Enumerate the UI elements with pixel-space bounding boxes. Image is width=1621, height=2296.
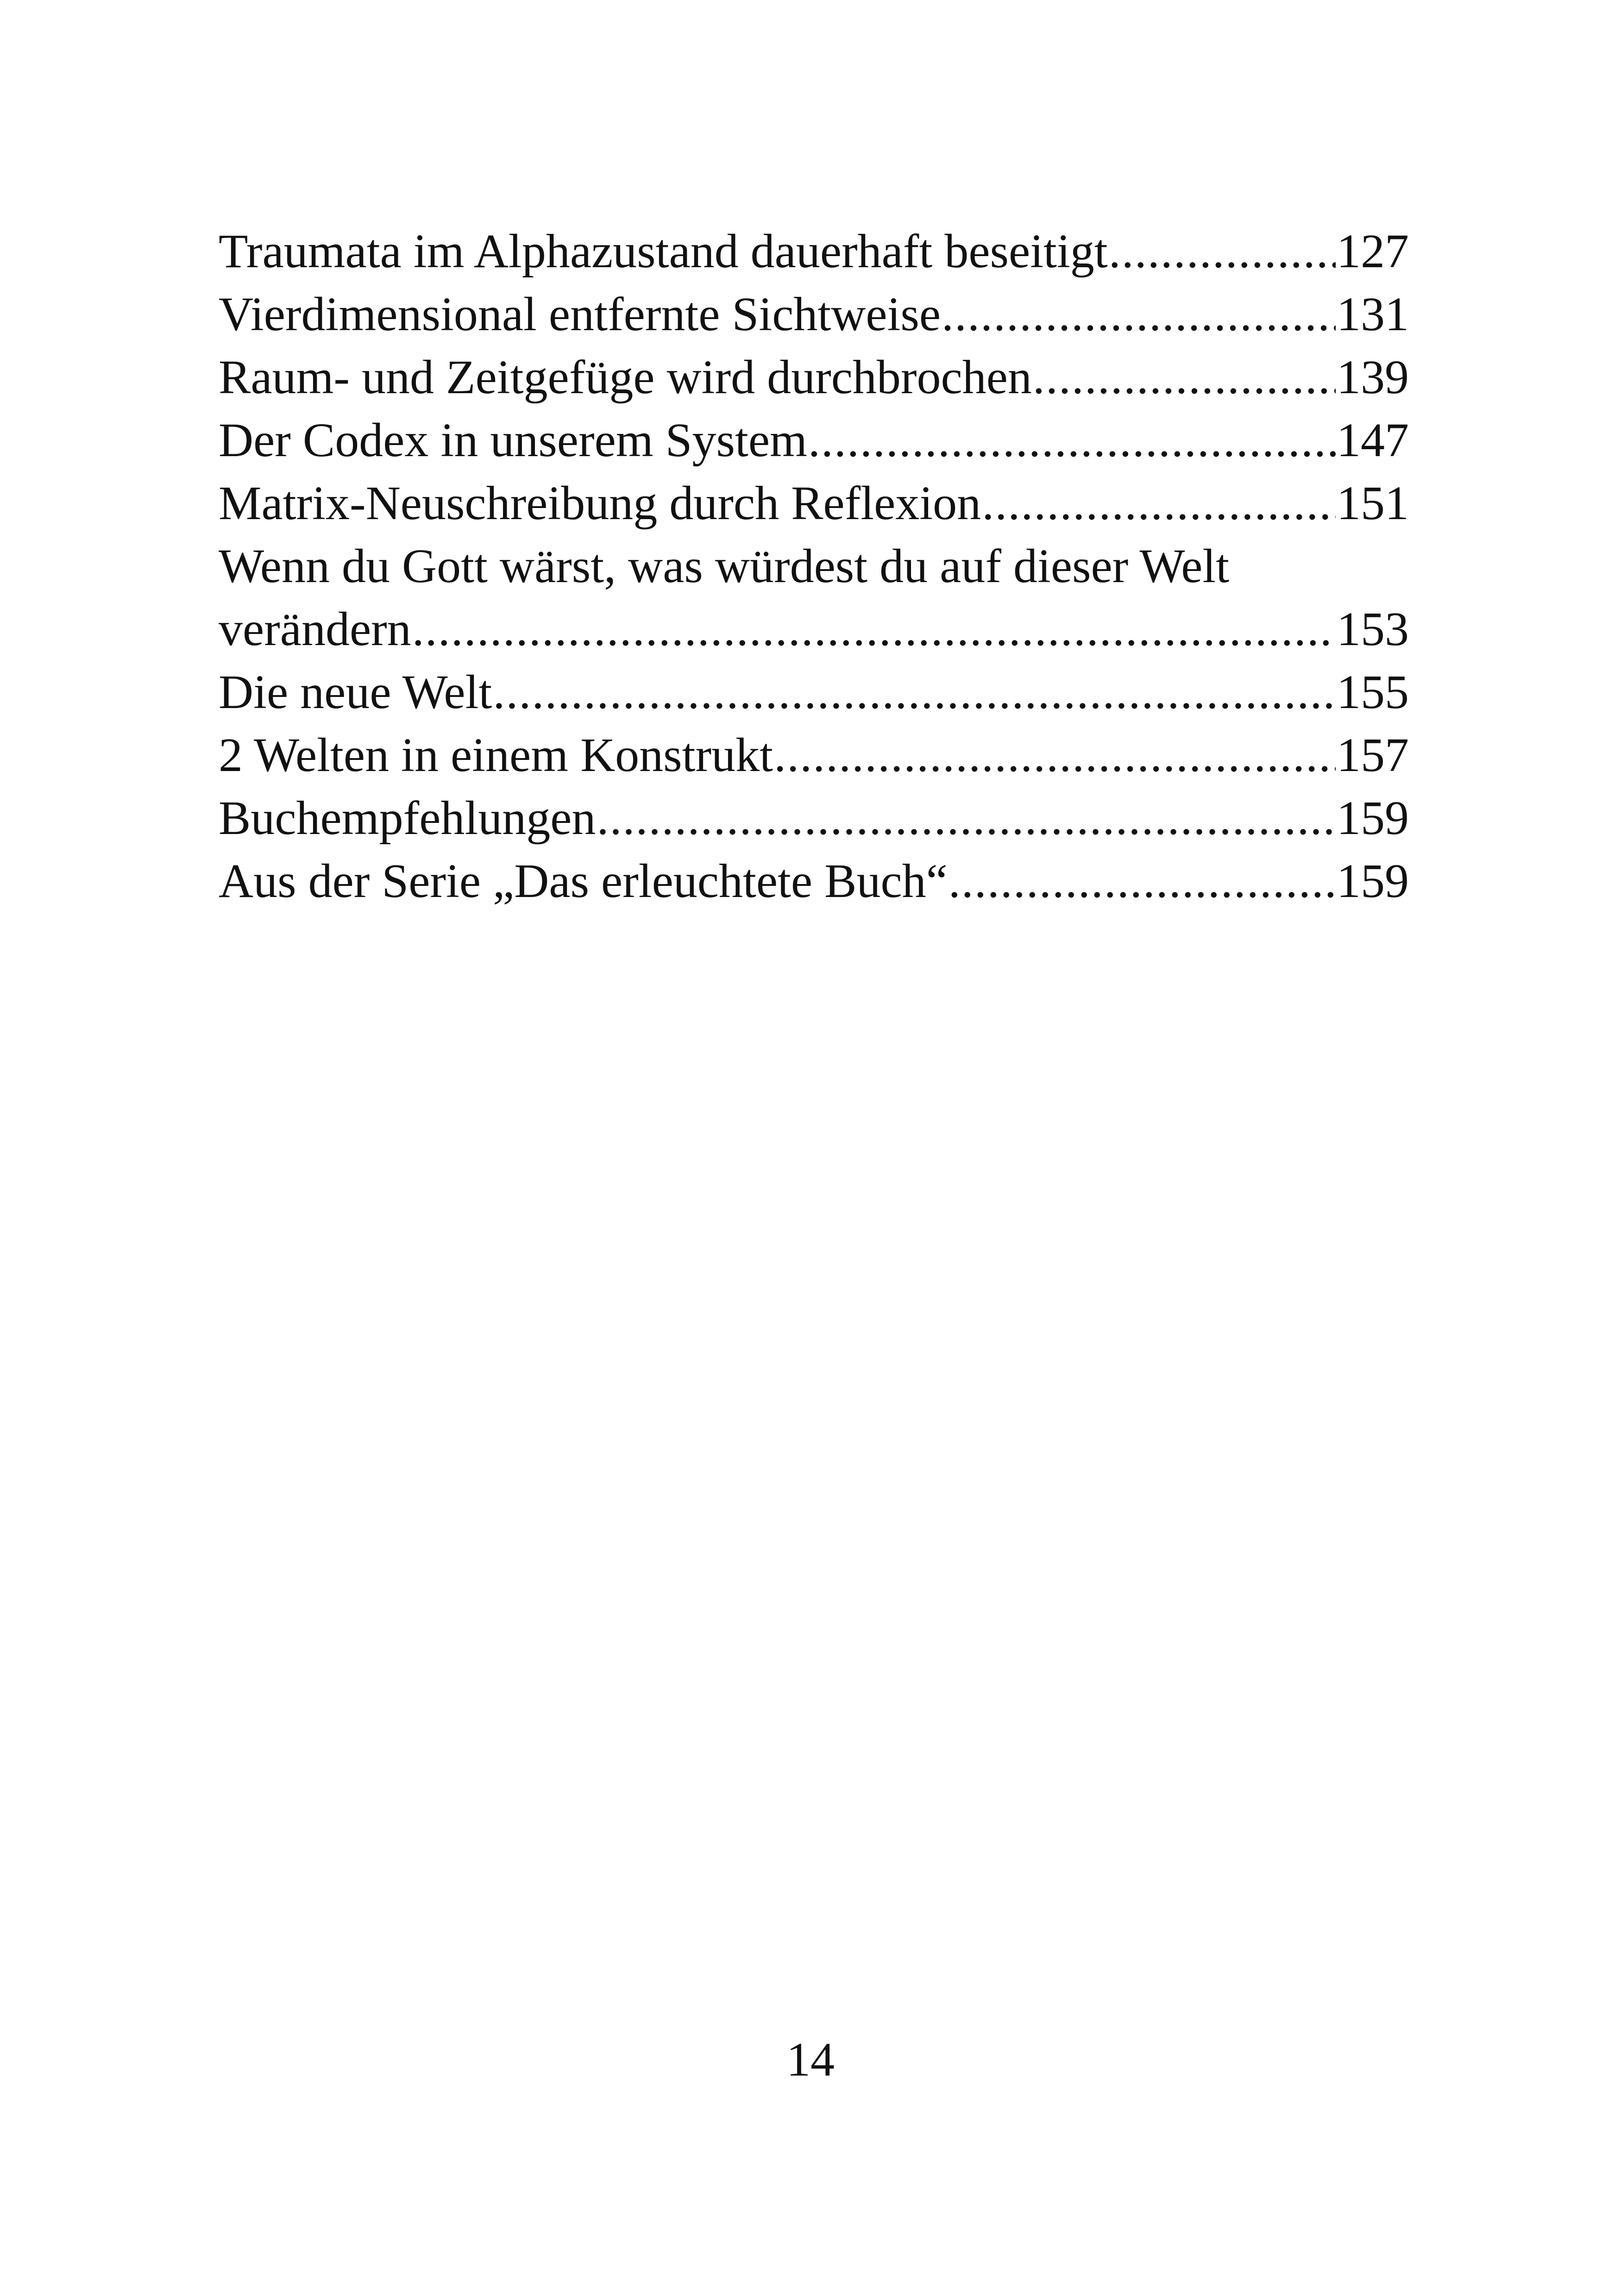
toc-dot-leader (774, 724, 1336, 787)
toc-entry-page: 151 (1337, 477, 1409, 530)
toc-entry (219, 661, 1409, 724)
toc-dot-leader (597, 787, 1336, 850)
toc-entry-title: Der Codex in unserem System (219, 414, 807, 467)
toc-entry-title: Traumata im Alphazustand dauerhaft beseitigt (219, 225, 1108, 278)
toc-entry-title-line: Wenn du Gott wärst, was würdest du auf dieser Welt (219, 539, 1230, 593)
toc-dot-leader (412, 598, 1336, 661)
toc-entry-title: verändern (219, 602, 411, 656)
toc-entry (219, 787, 1409, 850)
toc-dot-leader (942, 283, 1336, 346)
toc-entry-page: 159 (1337, 791, 1409, 845)
toc-entry-title: Buchempfehlungen (219, 791, 596, 845)
toc-entry (219, 850, 1409, 913)
toc-entry (219, 283, 1409, 346)
toc-entry-title: 2 Welten in einem Konstrukt (219, 728, 773, 782)
toc-entry (219, 409, 1409, 472)
toc-entry-page: 153 (1337, 602, 1409, 656)
page-number: 14 (786, 2033, 835, 2086)
toc-entry-page: 131 (1337, 288, 1409, 341)
toc-dot-leader (1033, 346, 1336, 409)
toc-entry-page: 139 (1337, 351, 1409, 404)
table-of-contents (219, 220, 1409, 913)
toc-entry (219, 598, 1409, 661)
toc-entry-page: 155 (1337, 665, 1409, 719)
toc-entry (219, 346, 1409, 409)
toc-dot-leader (493, 661, 1336, 724)
toc-entry-title: Vierdimensional entfernte Sichtweise (219, 288, 941, 341)
toc-entry-page: 159 (1337, 854, 1409, 908)
toc-entry-page: 157 (1337, 728, 1409, 782)
toc-entry-first-line (219, 535, 1409, 598)
toc-dot-leader (1109, 220, 1336, 283)
toc-entry-page: 147 (1337, 414, 1409, 467)
toc-entry (219, 220, 1409, 283)
toc-entry-title: Die neue Welt (219, 665, 492, 719)
toc-dot-leader (808, 409, 1336, 472)
toc-entry (219, 724, 1409, 787)
toc-entry-title: Raum- und Zeitgefüge wird durchbrochen (219, 351, 1032, 404)
toc-entry-page: 127 (1337, 225, 1409, 278)
toc-dot-leader (982, 472, 1336, 535)
toc-entry (219, 472, 1409, 535)
toc-entry-title: Aus der Serie „Das erleuchtete Buch“ (219, 854, 948, 908)
toc-dot-leader (949, 850, 1336, 913)
toc-entry-title: Matrix-Neuschreibung durch Reflexion (219, 477, 981, 530)
